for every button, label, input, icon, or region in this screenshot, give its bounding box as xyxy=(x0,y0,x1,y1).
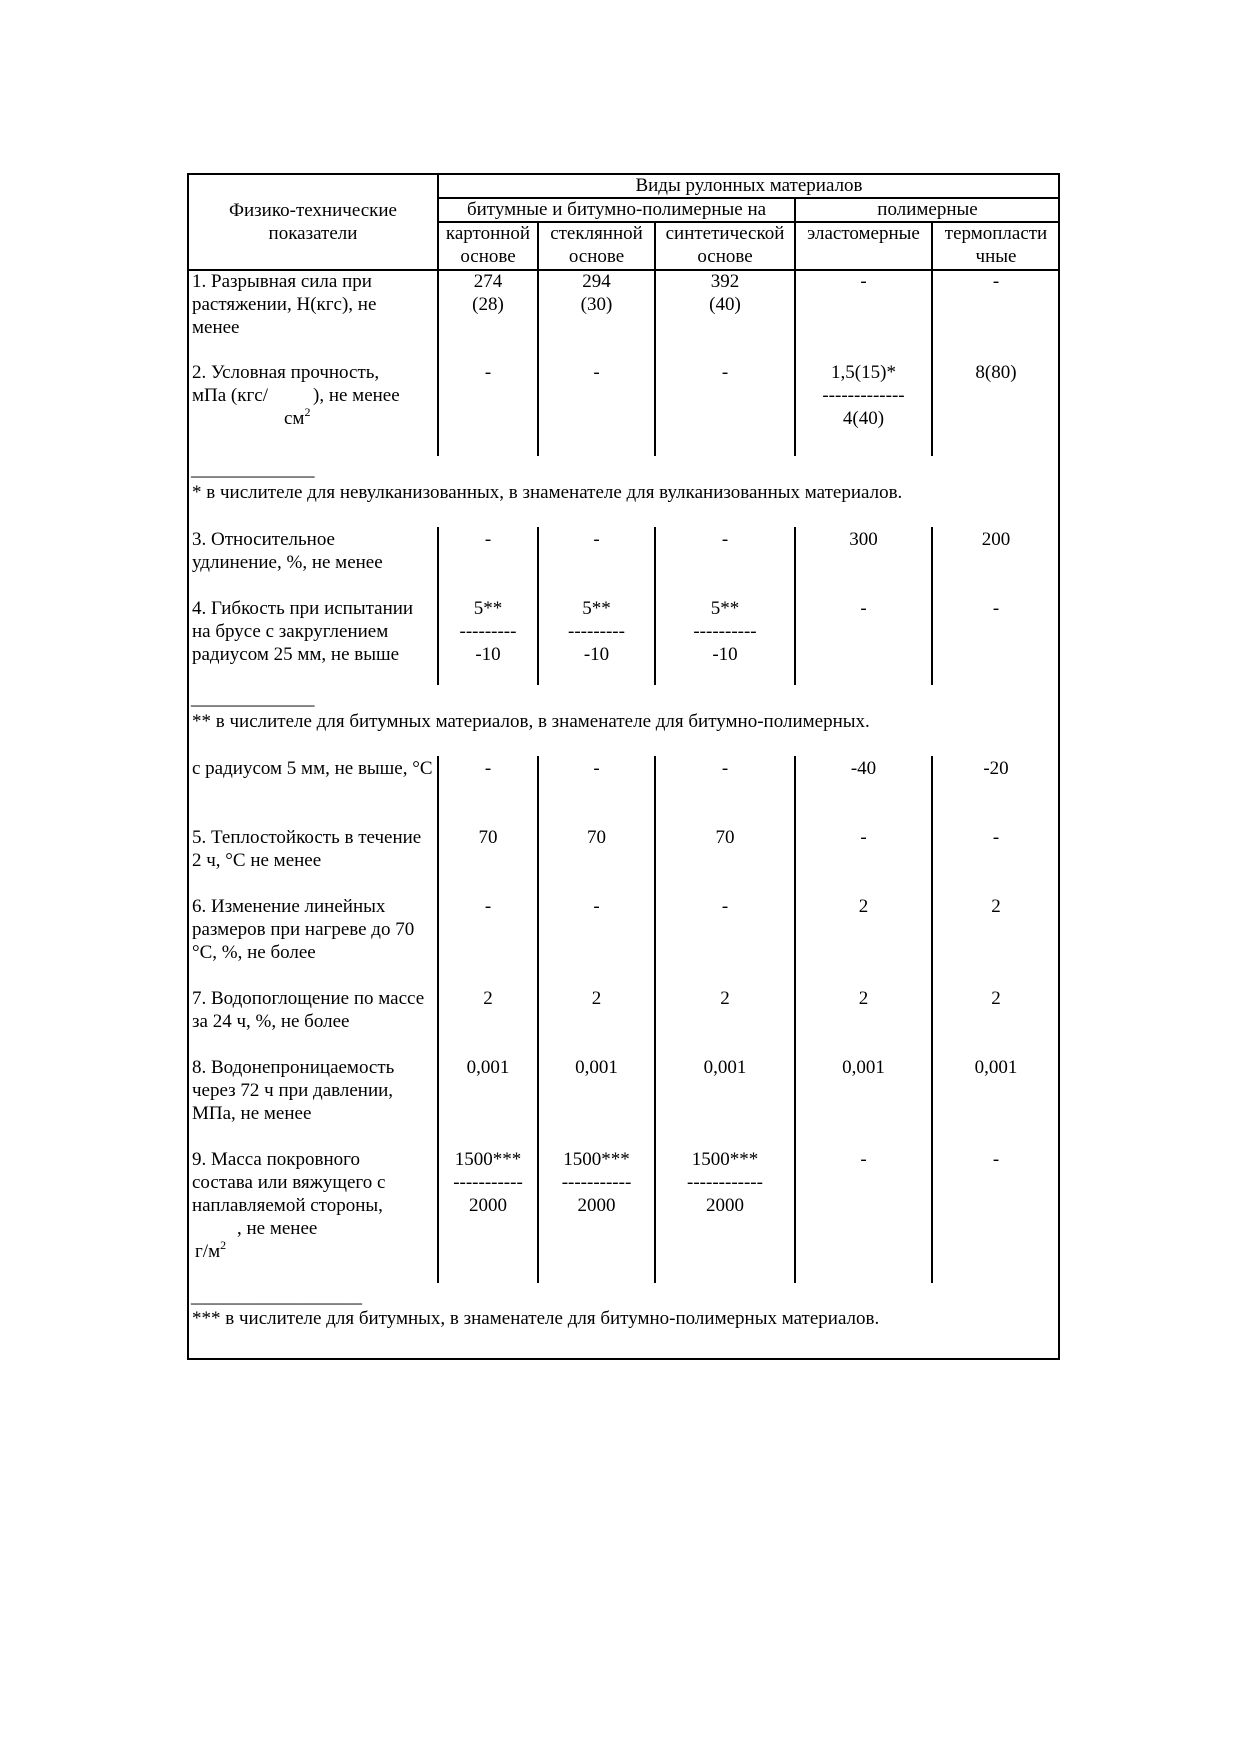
row-9-label-suffix: , не менее xyxy=(237,1218,318,1239)
footnote-2-text: ** в числителе для битумных материалов, в знаменателе для битумно-полимерных. xyxy=(192,711,870,732)
row-4b-label: с радиусом 5 мм, не выше, °С xyxy=(192,758,433,779)
row-4-label: 4. Гибкость при испытании на брусе с закруглением радиусом 25 мм, не выше xyxy=(192,598,414,665)
row-9-value-synthetic-d: 2000 xyxy=(706,1195,744,1216)
row-4-value-elastomer: - xyxy=(860,598,867,619)
header-base-synthetic-line2: основе xyxy=(697,246,753,267)
row-7-value-elastomer: 2 xyxy=(858,988,869,1009)
header-base-synthetic xyxy=(656,222,794,268)
row-5-label: 5. Теплостойкость в течение 2 ч, °С не менее xyxy=(192,827,422,871)
row-7-value-thermoplastic: 2 xyxy=(991,988,1001,1009)
row-7-label: 7. Водопоглощение по массе за 24 ч, %, не более xyxy=(192,988,425,1032)
row-1-value-synthetic-n: 392 xyxy=(710,271,740,292)
row-7-value-glass: 2 xyxy=(591,988,602,1009)
header-base-glass xyxy=(539,222,654,268)
header-thermoplastic-line2: чные xyxy=(975,246,1017,267)
row-4-value-synthetic-rule: ---------- xyxy=(693,621,757,642)
row-9-label-main: 9. Масса покровного состава или вяжущего с наплавляемой стороны, xyxy=(192,1149,386,1216)
row-4-value-thermoplastic: - xyxy=(992,598,1000,619)
row-9-label-unit xyxy=(192,1240,432,1263)
row-9-value-glass-d: 2000 xyxy=(577,1195,616,1216)
row-1-value-glass xyxy=(539,270,654,316)
row-2-value-elastomer-rule: ------------- xyxy=(822,385,905,406)
row-4b-value-cardboard: - xyxy=(484,758,492,779)
row-2-label xyxy=(192,361,432,430)
row-4-value-cardboard xyxy=(439,597,537,666)
row-9-value-glass-rule: ----------- xyxy=(561,1172,632,1193)
row-8-value-synthetic: 0,001 xyxy=(703,1057,747,1078)
header-thermoplastic-line1: термопласти xyxy=(944,223,1048,244)
row-1-value-synthetic xyxy=(656,270,794,316)
row-9-value-synthetic xyxy=(656,1148,794,1217)
row-4b-value-synthetic: - xyxy=(721,758,729,779)
header-polymer-group: полимерные xyxy=(877,199,978,220)
header-indicators: Физико-технические показатели xyxy=(229,200,397,244)
header-base-cardboard-line1: картонной xyxy=(445,223,531,244)
footnote-3-rule: __________________ xyxy=(191,1286,362,1307)
row-1-value-cardboard-k: (28) xyxy=(472,294,504,315)
row-9-value-glass-n: 1500*** xyxy=(563,1149,630,1170)
row-1-value-synthetic-k: (40) xyxy=(709,294,741,315)
row-4-value-cardboard-rule: --------- xyxy=(459,621,517,642)
row-3-value-elastomer: 300 xyxy=(849,529,878,550)
row-7-value-synthetic: 2 xyxy=(720,988,730,1009)
row-9-value-cardboard xyxy=(439,1148,537,1217)
footnote-1-rule: _____________ xyxy=(191,459,315,480)
row-1-value-glass-k: (30) xyxy=(580,294,613,315)
header-base-synthetic-line1: синтетической xyxy=(665,223,785,244)
row-5-value-thermoplastic: - xyxy=(992,827,1000,848)
row-9-unit-exponent: 2 xyxy=(220,1238,227,1252)
row-4-value-glass-d: -10 xyxy=(583,644,610,665)
row-4-value-cardboard-n: 5** xyxy=(473,598,503,619)
row-8-value-cardboard: 0,001 xyxy=(466,1057,510,1078)
row-9-value-cardboard-rule: ----------- xyxy=(453,1172,523,1193)
row-2-label-unit-prefix: мПа (кгс/ xyxy=(192,385,268,406)
header-base-cardboard-line2: основе xyxy=(460,246,516,267)
row-5-value-synthetic: 70 xyxy=(715,827,735,848)
header-base-cardboard xyxy=(439,222,537,268)
header-bitumen-group: битумные и битумно-полимерные на xyxy=(466,199,767,220)
row-9-value-cardboard-d: 2000 xyxy=(469,1195,507,1216)
row-3-value-synthetic: - xyxy=(721,529,729,550)
row-9-value-elastomer: - xyxy=(860,1149,867,1170)
row-4b-value-elastomer: -40 xyxy=(850,758,877,779)
row-6-value-glass: - xyxy=(593,896,600,917)
row-2-label-line2 xyxy=(192,384,432,407)
row-2-label-unit xyxy=(192,407,432,430)
row-2-value-elastomer xyxy=(796,361,931,430)
row-1-label: 1. Разрывная сила при растяжении, Н(кгс), не менее xyxy=(192,271,377,338)
row-4-value-cardboard-d: -10 xyxy=(475,644,501,665)
row-5-value-glass: 70 xyxy=(587,827,606,848)
row-1-value-cardboard xyxy=(439,270,537,316)
row-6-value-synthetic: - xyxy=(721,896,729,917)
header-types: Виды рулонных материалов xyxy=(635,175,863,196)
header-thermoplastic xyxy=(933,222,1059,268)
row-1-value-glass-n: 294 xyxy=(582,271,611,292)
row-8-value-thermoplastic: 0,001 xyxy=(974,1057,1018,1078)
row-4-value-glass-n: 5** xyxy=(582,598,611,619)
row-2-value-elastomer-n: 1,5(15)* xyxy=(831,362,896,383)
row-2-value-thermoplastic: 8(80) xyxy=(975,362,1017,383)
header-base-glass-line1: стеклянной xyxy=(550,223,643,244)
row-6-value-thermoplastic: 2 xyxy=(991,896,1001,917)
row-9-value-thermoplastic: - xyxy=(992,1149,1000,1170)
row-3-value-glass: - xyxy=(593,529,600,550)
row-4b-value-glass: - xyxy=(593,758,600,779)
row-5-value-cardboard: 70 xyxy=(478,827,498,848)
row-3-value-cardboard: - xyxy=(484,529,492,550)
row-6-value-elastomer: 2 xyxy=(858,896,869,917)
row-1-value-cardboard-n: 274 xyxy=(473,271,503,292)
row-8-value-elastomer: 0,001 xyxy=(842,1057,885,1078)
row-6-label: 6. Изменение линейных размеров при нагреве до 70 °С, %, не более xyxy=(192,896,415,963)
row-2-value-cardboard: - xyxy=(484,362,492,383)
row-4-value-glass xyxy=(539,597,654,666)
row-3-label: 3. Относительное удлинение, %, не менее xyxy=(192,529,383,573)
row-5-value-elastomer: - xyxy=(860,827,867,848)
row-8-label: 8. Водонепроницаемость через 72 ч при давлении, МПа, не менее xyxy=(192,1057,395,1124)
footnote-2-rule: _____________ xyxy=(191,688,315,709)
row-4-value-synthetic-n: 5** xyxy=(710,598,740,619)
row-2-unit-exponent: 2 xyxy=(304,405,311,419)
row-4-value-glass-rule: --------- xyxy=(568,621,625,642)
row-9-value-cardboard-n: 1500*** xyxy=(454,1149,522,1170)
row-2-unit-text: см xyxy=(284,408,305,429)
row-2-value-elastomer-d: 4(40) xyxy=(842,408,885,429)
row-4b-value-thermoplastic: -20 xyxy=(983,758,1009,779)
row-4-value-synthetic-d: -10 xyxy=(712,644,738,665)
row-9-value-glass xyxy=(539,1148,654,1217)
row-4-value-synthetic xyxy=(656,597,794,666)
row-2-label-suffix: ), не менее xyxy=(313,385,400,406)
header-elastomer: эластомерные xyxy=(807,223,920,244)
row-1-value-thermoplastic: - xyxy=(992,271,1000,292)
row-3-value-thermoplastic: 200 xyxy=(981,529,1011,550)
header-base-glass-line2: основе xyxy=(568,246,625,267)
row-2-value-glass: - xyxy=(593,362,600,383)
row-2-label-line1: 2. Условная прочность, xyxy=(192,362,380,383)
footnote-1-text: * в числителе для невулканизованных, в знаменателе для вулканизованных материалов. xyxy=(192,482,903,503)
row-9-value-synthetic-n: 1500*** xyxy=(691,1149,759,1170)
footnote-3-text: *** в числителе для битумных, в знаменателе для битумно-полимерных материалов. xyxy=(192,1308,880,1329)
row-6-value-cardboard: - xyxy=(484,896,492,917)
row-8-value-glass: 0,001 xyxy=(575,1057,618,1078)
row-9-unit-text: г/м xyxy=(195,1241,221,1262)
row-1-value-elastomer: - xyxy=(860,271,867,292)
row-9-label xyxy=(192,1148,432,1263)
row-9-value-synthetic-rule: ------------ xyxy=(687,1172,763,1193)
row-7-value-cardboard: 2 xyxy=(483,988,493,1009)
row-2-value-synthetic: - xyxy=(721,362,729,383)
